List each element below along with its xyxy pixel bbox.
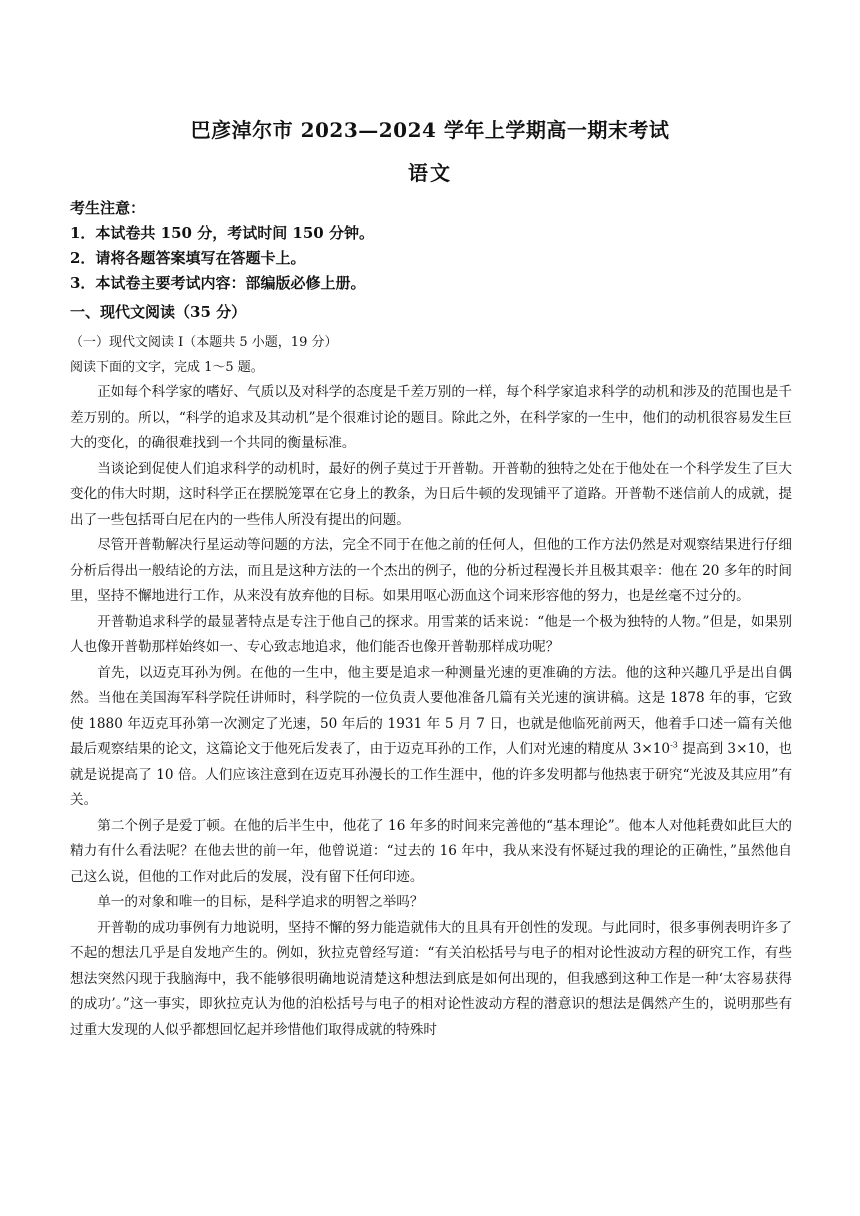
passage-paragraph: 第二个例子是爱丁顿。在他的后半生中，他花了 16 年多的时间来完善他的“基本理论”。他本人对他耗费如此巨大的精力有什么看法呢？在他去世的前一年，他曾说道：“过去的 16 年中，我从来没有怀疑过我的理论的正确性，”虽然他自己这么说，但他的工作对此后的发展，没有留下任何印迹。	[70, 817, 792, 885]
notice-item: 2．请将各题答案填写在答题卡上。	[70, 249, 306, 267]
exponent: -3	[670, 740, 678, 750]
notice-item: 3．本试卷主要考试内容：部编版必修上册。	[70, 274, 366, 292]
passage-paragraph: 当谈论到促使人们追求科学的动机时，最好的例子莫过于开普勒。开普勒的独特之处在于他处在一个科学发生了巨大变化的伟大时期，这时科学正在摆脱笼罩在它身上的教条，为日后牛顿的发现铺平了道路。开普勒不迷信前人的成就，提出了一些包括哥白尼在内的一些伟人所没有提出的问题。	[70, 460, 792, 528]
exam-title: 巴彦淖尔市 2023—2024 学年上学期高一期末考试	[190, 118, 670, 142]
reading-passage	[70, 380, 792, 1043]
passage-text: 提高到 3×10，也就是说提高了 10 倍。人们应该注意到在迈克耳孙漫长的工作生涯中，他的许多发明都与他热衷于研究“光波及其应用”有关。	[70, 741, 793, 808]
subsection-heading: （一）现代文阅读 I（本题共 5 小题，19 分）	[70, 335, 338, 350]
passage-paragraph	[70, 661, 792, 814]
notice-item: 1．本试卷共 150 分，考试时间 150 分钟。	[70, 224, 374, 242]
notice-block	[70, 196, 790, 296]
exam-subject: 语文	[408, 161, 452, 185]
passage-paragraph: 开普勒追求科学的最显著特点是专注于他自己的探求。用雪莱的话来说：“他是一个极为独特的人物。”但是，如果别人也像开普勒那样始终如一、专心致志地追求，他们能否也像开普勒那样成功呢？	[70, 613, 792, 655]
passage-paragraph: 正如每个科学家的嗜好、气质以及对科学的态度是千差万别的一样，每个科学家追求科学的动机和涉及的范围也是千差万别的。所以，“科学的追求及其动机”是个很难讨论的题目。除此之外，在科学家的一生中，他们的动机很容易发生巨大的变化，的确很难找到一个共同的衡量标准。	[70, 384, 792, 451]
passage-text: 首先，以迈克耳孙为例。在他的一生中，他主要是追求一种测量光速的更准确的方法。他的这种兴趣几乎是出自偶然。当他在美国海军科学院任讲师时，科学院的一位负责人要他准备几篇有关光速的演讲稿。这是 1878 年的事，它致使 1880 年迈克耳孙第一次测定了光速，50 年后的 1931 年 5 月 7 日，也就是他临死前两天，他着手口述一篇有关他最后观察结果的论文，这篇论文于他死后发表了，由于迈克耳孙的工作，人们对光速的精度从 3×10	[70, 664, 792, 757]
passage-paragraph: 尽管开普勒解决行星运动等问题的方法，完全不同于在他之前的任何人，但他的工作方法仍然是对观察结果进行仔细分析后得出一般结论的方法，而且是这种方法的一个杰出的例子，他的分析过程漫长并且极其艰辛：他在 20 多年的时间里，坚持不懈地进行工作，从来没有放弃他的目标。如果用呕心沥血这个词来形容他的努力，也是丝毫不过分的。	[70, 537, 792, 604]
passage-paragraph: 单一的对象和唯一的目标，是科学追求的明智之举吗？	[97, 894, 424, 910]
reading-instruction: 阅读下面的文字，完成 1～5 题。	[70, 360, 264, 375]
section-heading: 一、现代文阅读（35 分）	[70, 303, 247, 321]
notice-heading: 考生注意：	[70, 199, 146, 217]
passage-paragraph: 开普勒的成功事例有力地说明，坚持不懈的努力能造就伟大的且具有开创性的发现。与此同时，很多事例表明许多了不起的想法几乎是自发地产生的。例如，狄拉克曾经写道：“有关泊松括号与电子的相对论性波动方程的研究工作，有些想法突然闪现于我脑海中，我不能够很明确地说清楚这种想法到底是如何出现的，但我感到这种工作是一种‘太容易获得的成功’。”这一事实，即狄拉克认为他的泊松括号与电子的相对论性波动方程的潜意识的想法是偶然产生的，说明那些有过重大发现的人似乎都想回忆起并珍惜他们取得成就的特殊时	[70, 919, 792, 1038]
